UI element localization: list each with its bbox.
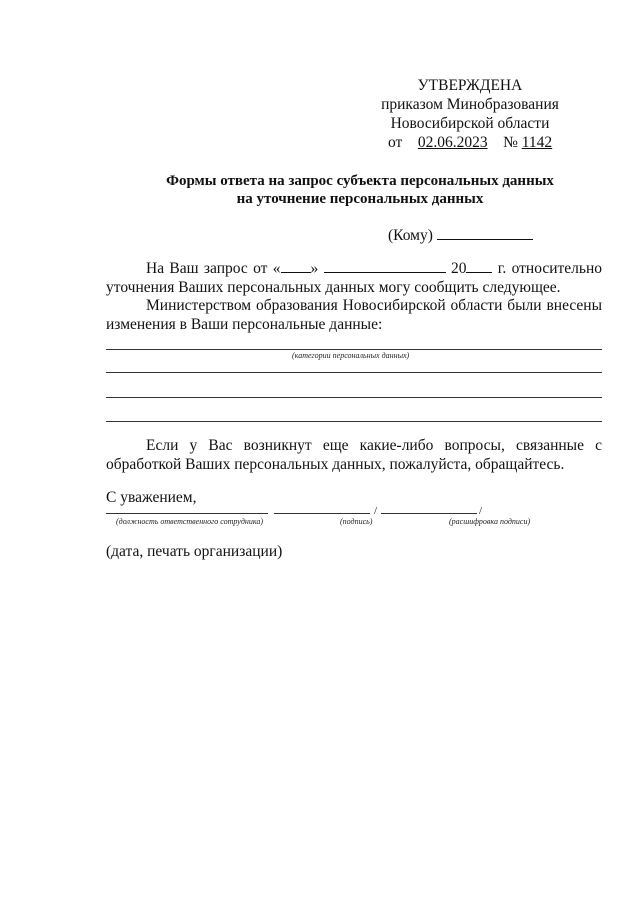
document-title-line1: Формы ответа на запрос субъекта персональных данных	[166, 173, 554, 189]
approval-date: 02.06.2023	[417, 134, 488, 151]
categories-line-4	[106, 421, 602, 422]
day-blank	[281, 258, 311, 273]
approval-order: приказом Минобразования	[381, 96, 559, 113]
approval-number-label: №	[503, 134, 518, 151]
decoding-line	[381, 513, 477, 514]
recipient-blank	[437, 225, 533, 240]
document-title-line2: на уточнение персональных данных	[236, 191, 484, 207]
document-title	[120, 172, 600, 208]
categories-line-1	[106, 349, 602, 350]
categories-line-3	[106, 397, 602, 398]
categories-line-2	[106, 372, 602, 373]
approval-title: УТВЕРЖДЕНА	[417, 77, 523, 94]
position-caption: (должность ответственного сотрудника)	[116, 517, 264, 526]
approval-stamp	[360, 76, 580, 152]
year-blank	[466, 258, 492, 273]
signature-line	[274, 513, 370, 514]
request-line-2: уточнения Ваших персональных данных могу сообщить следующее.	[106, 279, 561, 296]
decoding-caption: (расшифровка подписи)	[449, 517, 531, 526]
request-paragraph	[106, 258, 602, 297]
regards-text: С уважением,	[106, 489, 197, 506]
recipient-field	[388, 225, 533, 245]
footer-note: (дата, печать организации)	[106, 543, 283, 560]
slash-close: /	[479, 505, 483, 517]
recipient-label: (Кому)	[388, 227, 433, 244]
approval-region: Новосибирской области	[390, 115, 550, 132]
approval-from-label: от	[388, 134, 403, 151]
closing-paragraph: Если у Вас возникнут еще какие-либо вопросы, связанные с обработкой Ваших персональных данных, пожалуйста, обращайтесь.	[106, 437, 602, 473]
approval-date-row	[360, 133, 580, 152]
month-blank	[324, 258, 446, 273]
categories-caption: (категории персональных данных)	[292, 351, 410, 360]
changes-paragraph: Министерством образования Новосибирской области были внесены изменения в Ваши персональные данные:	[106, 297, 602, 333]
approval-number: 1142	[521, 134, 553, 151]
slash-open: /	[374, 505, 378, 517]
request-line-1: На Ваш запрос от « » 20 г. относительно	[146, 260, 603, 277]
position-line	[106, 513, 268, 514]
signature-caption: (подпись)	[340, 517, 373, 526]
